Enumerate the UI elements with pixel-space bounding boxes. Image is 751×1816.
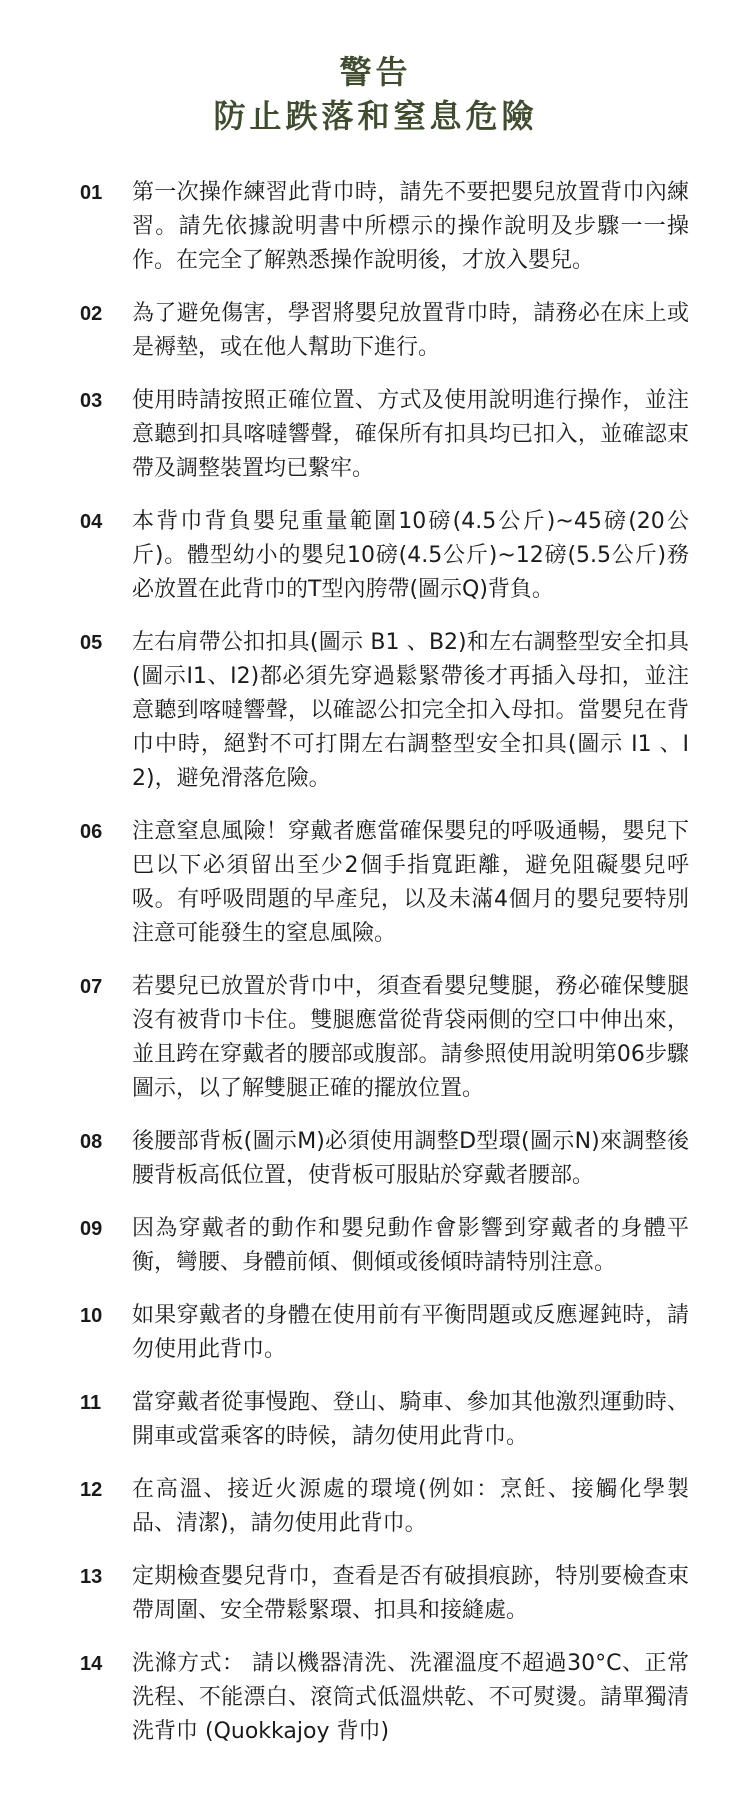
warning-list bbox=[0, 176, 751, 1749]
list-item bbox=[80, 1212, 689, 1280]
item-text: 第一次操作練習此背巾時，請先不要把嬰兒放置背巾內練習。請先依據說明書中所標示的操作說明及步驟一一操作。在完全了解熟悉操作說明後，才放入嬰兒。 bbox=[132, 180, 689, 273]
item-text: 為了避免傷害，學習將嬰兒放置背巾時，請務必在床上或是褥墊，或在他人幫助下進行。 bbox=[132, 301, 689, 360]
item-text: 注意窒息風險！穿戴者應當確保嬰兒的呼吸通暢，嬰兒下巴以下必須留出至少2個手指寬距離，避免阻礙嬰兒呼吸。有呼吸問題的早產兒，以及未滿4個月的嬰兒要特別注意可能發生的窒息風險。 bbox=[132, 819, 689, 946]
item-number: 04 bbox=[80, 511, 103, 533]
item-text: 洗滌方式： 請以機器清洗、洗濯溫度不超過30°C、正常洗程、不能漂白、滾筒式低溫烘乾、不可熨燙。請單獨清洗背巾 (Quokkajoy 背巾) bbox=[132, 1651, 689, 1744]
item-number: 02 bbox=[80, 303, 103, 325]
item-text: 定期檢查嬰兒背巾，查看是否有破損痕跡，特別要檢查束帶周圍、安全帶鬆緊環、扣具和接縫處。 bbox=[132, 1564, 689, 1623]
list-item bbox=[80, 626, 689, 796]
item-number: 01 bbox=[80, 182, 103, 204]
list-item bbox=[80, 1299, 689, 1367]
list-item bbox=[80, 1473, 689, 1541]
list-item bbox=[80, 1560, 689, 1628]
list-item bbox=[80, 970, 689, 1106]
item-number: 11 bbox=[80, 1392, 102, 1414]
list-item bbox=[80, 815, 689, 951]
list-item bbox=[80, 297, 689, 365]
item-text: 若嬰兒已放置於背巾中，須查看嬰兒雙腿，務必確保雙腿沒有被背巾卡住。雙腿應當從背袋兩側的空口中伸出來，並且跨在穿戴者的腰部或腹部。請參照使用說明第06步驟圖示，以了解雙腿正確的擺放位置。 bbox=[132, 974, 689, 1101]
item-number: 06 bbox=[80, 821, 103, 843]
item-text: 當穿戴者從事慢跑、登山、騎車、參加其他激烈運動時、開車或當乘客的時候，請勿使用此背巾。 bbox=[132, 1390, 689, 1449]
item-number: 05 bbox=[80, 632, 103, 654]
item-text: 在高溫、接近火源處的環境(例如：烹飪、接觸化學製品、清潔)，請勿使用此背巾。 bbox=[132, 1477, 689, 1536]
item-number: 03 bbox=[80, 390, 103, 412]
list-item bbox=[80, 1647, 689, 1749]
list-item bbox=[80, 384, 689, 486]
list-item bbox=[80, 1125, 689, 1193]
list-item bbox=[80, 1386, 689, 1454]
item-number: 13 bbox=[80, 1566, 103, 1588]
item-number: 14 bbox=[80, 1653, 103, 1675]
item-text: 如果穿戴者的身體在使用前有平衡問題或反應遲鈍時，請勿使用此背巾。 bbox=[132, 1303, 689, 1362]
list-item bbox=[80, 176, 689, 278]
item-text: 後腰部背板(圖示M)必須使用調整D型環(圖示N)來調整後腰背板高低位置，使背板可服貼於穿戴者腰部。 bbox=[132, 1129, 689, 1188]
item-number: 09 bbox=[80, 1218, 103, 1240]
list-item bbox=[80, 505, 689, 607]
item-text: 使用時請按照正確位置、方式及使用說明進行操作，並注意聽到扣具喀噠響聲，確保所有扣具均已扣入，並確認束帶及調整裝置均已繫牢。 bbox=[132, 388, 689, 481]
item-text: 本背巾背負嬰兒重量範圍10磅(4.5公斤)~45磅(20公斤)。體型幼小的嬰兒10磅(4.5公斤)~12磅(5.5公斤)務必放置在此背巾的T型內胯帶(圖示Q)背負。 bbox=[132, 509, 689, 602]
item-text: 左右肩帶公扣扣具(圖示 B1 、B2)和左右調整型安全扣具(圖示I1、I2)都必須先穿過鬆緊帶後才再插入母扣，並注意聽到喀噠響聲，以確認公扣完全扣入母扣。當嬰兒在背巾中時，絕對不可打開左右調整型安全扣具(圖示 I1 、I2)，避免滑落危險。 bbox=[132, 630, 689, 791]
header bbox=[0, 52, 751, 138]
item-number: 10 bbox=[80, 1305, 103, 1327]
item-number: 07 bbox=[80, 976, 103, 998]
warning-subtitle: 防止跌落和窒息危險 bbox=[213, 97, 538, 135]
warning-title: 警告 bbox=[339, 53, 412, 91]
item-number: 08 bbox=[80, 1131, 103, 1153]
item-text: 因為穿戴者的動作和嬰兒動作會影響到穿戴者的身體平衡，彎腰、身體前傾、側傾或後傾時請特別注意。 bbox=[132, 1216, 689, 1275]
item-number: 12 bbox=[80, 1479, 103, 1501]
